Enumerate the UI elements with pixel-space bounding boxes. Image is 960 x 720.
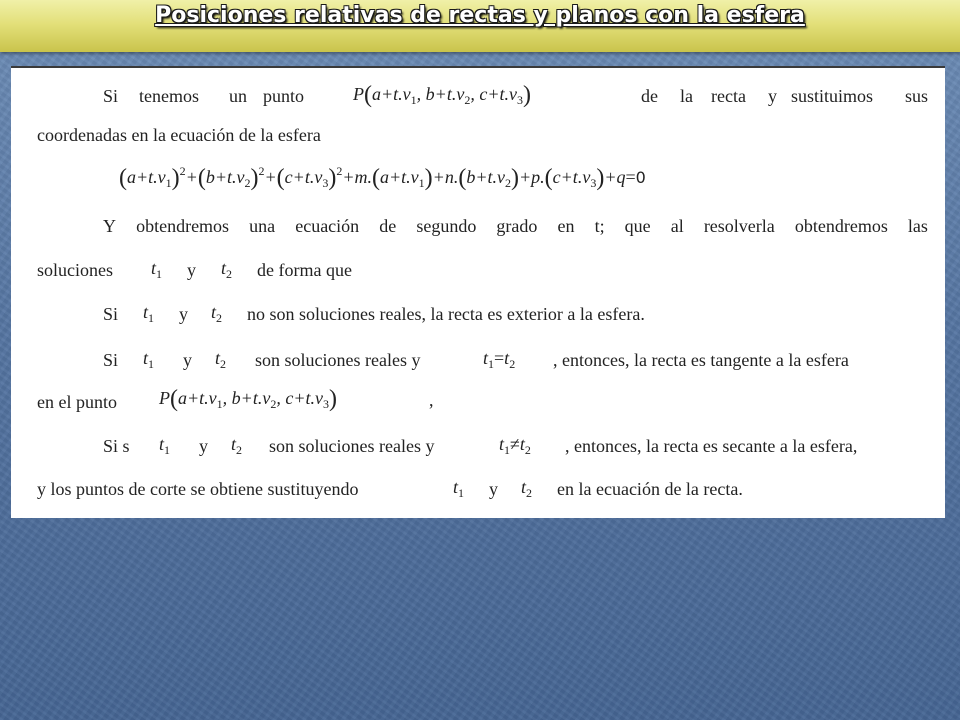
p1-word: tenemos (139, 86, 199, 106)
soluciones-text: soluciones (37, 260, 113, 280)
si-text: Si (103, 350, 119, 370)
p2-word: al (670, 216, 684, 236)
p2-word: Y (103, 216, 116, 236)
p5-line2a: y los puntos de corte se obtiene sustituyendo (37, 479, 359, 499)
p4-rest: , entonces, la recta es tangente a la esfera (553, 350, 849, 370)
p2-word: t; (594, 216, 605, 236)
p2-word: grado (496, 216, 538, 236)
y-text: y (489, 479, 498, 499)
si-s-text: Si s (103, 436, 130, 456)
p2-word: obtendremos (136, 216, 230, 236)
p2-line2 (37, 258, 437, 284)
p1-word: de (641, 86, 658, 106)
p5-line2 (37, 477, 817, 503)
p2-word: las (907, 216, 928, 236)
t1-symbol: $t_1$ (143, 302, 155, 325)
p4-line2 (37, 386, 497, 416)
y-text: y (179, 304, 188, 324)
p1-word: la (680, 86, 693, 106)
point-expression-2: $P(a+t.v_1$, $b+t.v_2$, $c+t.v_3$) (159, 386, 338, 412)
t1-symbol: $t_1$ (159, 434, 171, 457)
p1-word: y (768, 86, 777, 106)
p2-word: ecuación (295, 216, 360, 236)
t1-equals-t2: $t_1=t_2$ (483, 348, 516, 371)
t1-neq-t2: $t_1\ne t_2$ (499, 434, 531, 457)
y-text: y (183, 350, 192, 370)
t2-symbol: $t_2$ (231, 434, 243, 457)
p5-line2b: en la ecuación de la recta. (557, 479, 743, 499)
p1-word: sus (905, 86, 929, 106)
slide-title: Posiciones relativas de rectas y planos con la esfera (155, 2, 805, 28)
sphere-equation: $(a+t.v_1)^2+(b+t.v_2)^2+(c+t.v_3)^2+m.(a+t.v_1)+n.(b+t.v_2)+p.(c+t.v_3)+q=0$ (119, 164, 646, 191)
p5-rest: , entonces, la recta es secante a la esfera, (565, 436, 858, 456)
p2-word: obtendremos (794, 216, 888, 236)
p4-line1 (103, 348, 928, 374)
p2-word: de (379, 216, 397, 236)
p2-word: en (557, 216, 575, 236)
t2-symbol: $t_2$ (215, 348, 227, 371)
en-el-punto: en el punto (37, 392, 117, 412)
p1-word: Si (103, 86, 119, 106)
t1-symbol: $t_1$ (453, 477, 465, 500)
t1-symbol: $t_1$ (151, 258, 163, 281)
t1-symbol: $t_1$ (143, 348, 155, 371)
t2-symbol: $t_2$ (221, 258, 233, 281)
p2-word: una (249, 216, 276, 236)
p2-line1 (103, 216, 928, 237)
p3-rest: no son soluciones reales, la recta es exterior a la esfera. (247, 304, 645, 324)
t2-symbol: $t_2$ (521, 477, 533, 500)
slide-title-bar (0, 0, 960, 52)
forma-text: de forma que (257, 260, 352, 280)
p2-word: resolverla (703, 216, 775, 236)
p1-word: punto (263, 86, 305, 106)
p1-word: recta (711, 86, 746, 106)
trailing-comma: , (429, 390, 434, 410)
y-text: y (199, 436, 208, 456)
p1-word: sustituimos (791, 86, 874, 106)
content-panel (11, 66, 945, 518)
y-text: y (187, 260, 196, 280)
p1-line2: coordenadas en la ecuación de la esfera (37, 125, 321, 145)
p1-line1 (103, 82, 928, 112)
point-expression: $P(a+t.v_1$, $b+t.v_2$, $c+t.v_3$) (353, 82, 532, 108)
son-text: son soluciones reales y (255, 350, 421, 370)
p2-word: que (624, 216, 651, 236)
p2-word: segundo (416, 216, 477, 236)
p5-line1 (103, 434, 928, 460)
si-text: Si (103, 304, 119, 324)
son-text: son soluciones reales y (269, 436, 435, 456)
t2-symbol: $t_2$ (211, 302, 223, 325)
p1-word: un (229, 86, 247, 106)
p3-line (103, 302, 843, 328)
